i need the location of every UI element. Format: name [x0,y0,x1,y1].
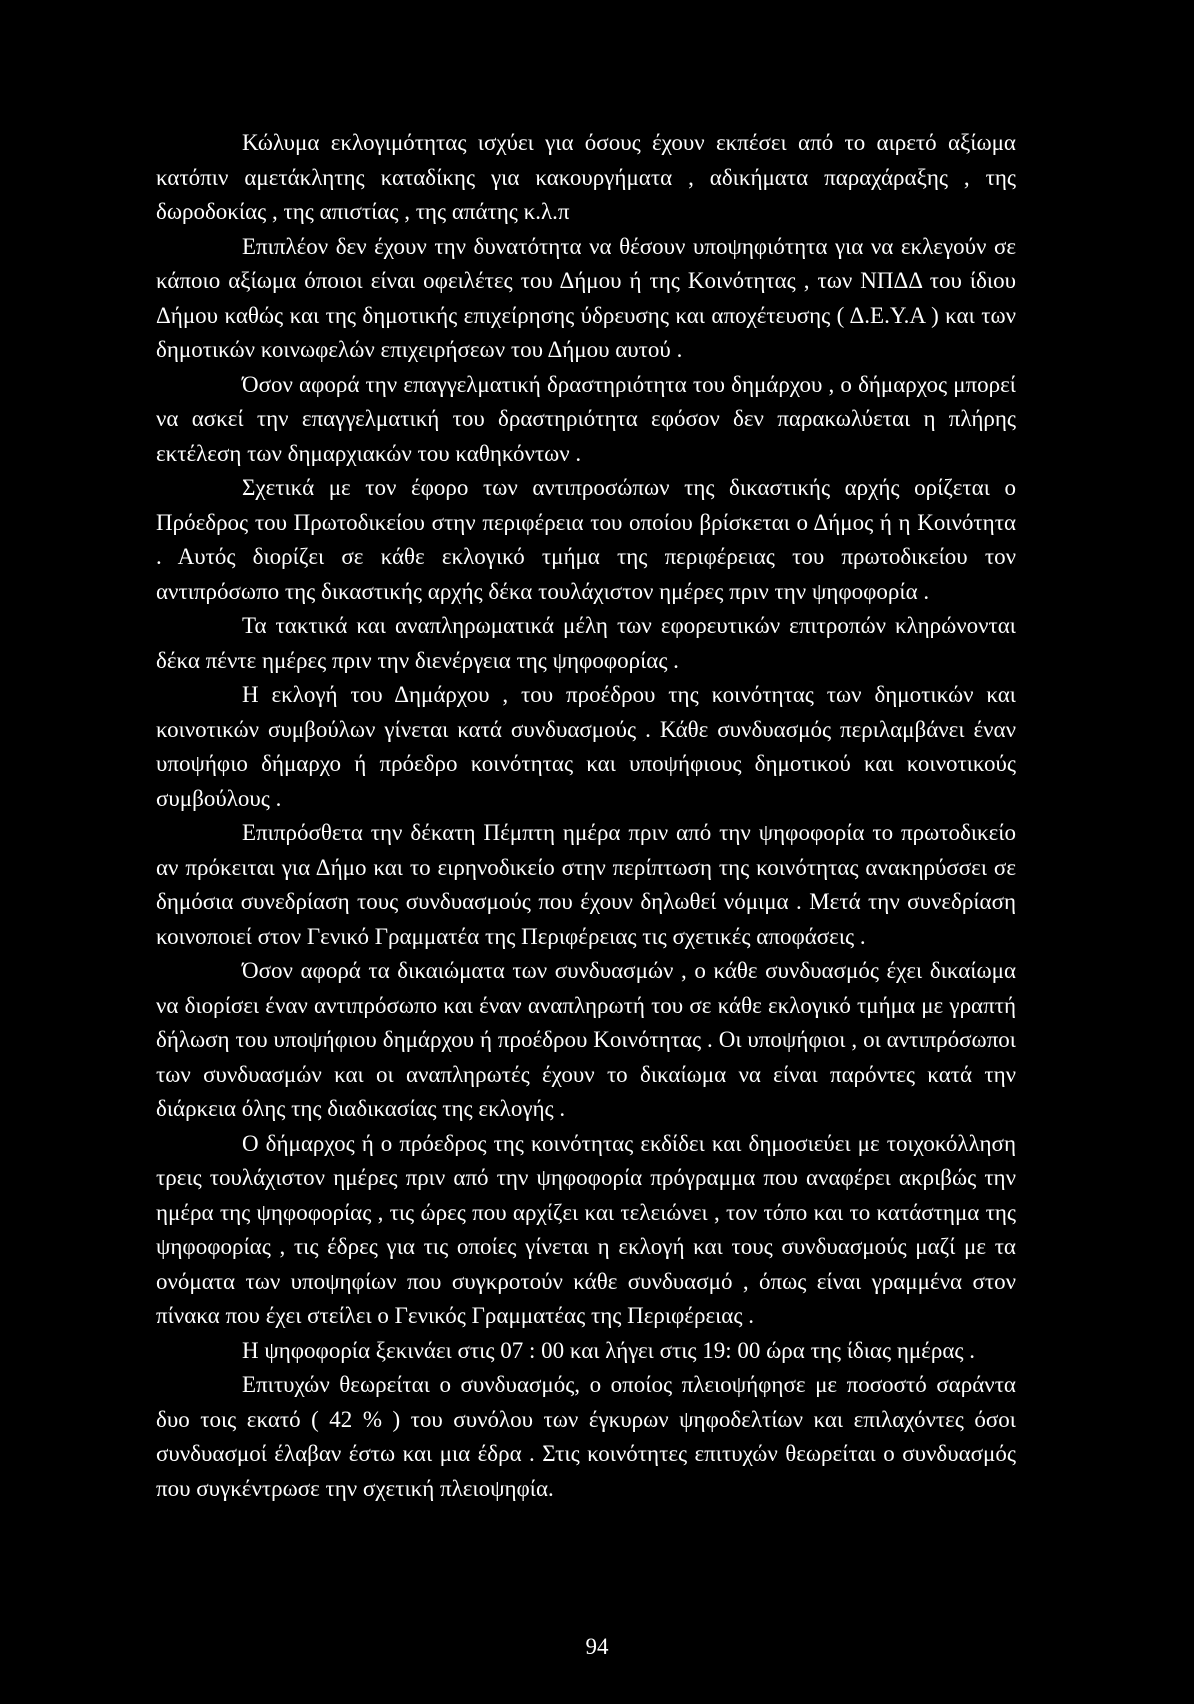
paragraph-mayor-profession: Όσον αφορά την επαγγελματική δραστηριότητα του δημάρχου , ο δήμαρχος μπορεί να ασκεί την επαγγελματική του δραστηριότητα εφόσον δεν παρακωλύεται η πλήρης εκτέλεση των δημαρχιακών του καθηκόντων . [156,371,1016,466]
paragraph-coalition-rights: Όσον αφορά τα δικαιώματα των συνδυασμών , ο κάθε συνδυασμός έχει δικαίωμα να διορίσει έναν αντιπρόσωπο και έναν αναπληρωτή του σε κάθε εκλογικό τμήμα με γραπτή δήλωση του υποψήφιου δημάρχου ή προέδρου Κοινότητας . Οι υποψήφιοι , οι αντιπρόσωποι των συνδυασμών και οι αναπληρωτές έχουν το δικαίωμα να είναι παρόντες κατά την διάρκεια όλης της διαδικασίας της εκλογής . [156,958,1016,1121]
paragraph-debtors-restriction: Επιπλέον δεν έχουν την δυνατότητα να θέσουν υποψηφιότητα για να εκλεγούν σε κάποιο αξίωμα όποιοι είναι οφειλέτες του Δήμου ή της Κοινότητας , των ΝΠΔΔ του ίδιου Δήμου καθώς και της δημοτικής επιχείρησης ύδρευσης και αποχέτευσης ( Δ.Ε.Υ.Α ) και των δημοτικών κοινωφελών επιχειρήσεων του Δήμου αυτού . [156,233,1016,362]
paragraph-eligibility-impediment: Κώλυμα εκλογιμότητας ισχύει για όσους έχουν εκπέσει από το αιρετό αξίωμα κατόπιν αμετάκλητης καταδίκης για κακουργήματα , αδικήματα παραχάραξης , της δωροδοκίας , της απιστίας , της απάτης κ.λ.π [156,130,1016,224]
paragraph-winning-coalition: Επιτυχών θεωρείται ο συνδυασμός, ο οποίος πλειοψήφησε με ποσοστό σαράντα δυο τοις εκατό ( 42 % ) του συνόλου των έγκυρων ψηφοδελτίων και επιλαχόντες όσοι συνδυασμοί έλαβαν έστω και μια έδρα . Στις κοινότητες επιτυχών θεωρείται ο συνδυασμός που συγκέντρωσε την σχετική πλειοψηφία. [156,1372,1016,1501]
paragraph-electoral-committees: Τα τακτικά και αναπληρωματικά μέλη των εφορευτικών επιτροπών κληρώνονται δέκα πέντε ημέρες πριν την διενέργεια της ψηφοφορίας . [156,613,1016,673]
paragraph-election-by-coalitions: Η εκλογή του Δημάρχου , του προέδρου της κοινότητας των δημοτικών και κοινοτικών συμβούλων γίνεται κατά συνδυασμούς . Κάθε συνδυασμός περιλαμβάνει έναν υποψήφιο δήμαρχο ή πρόεδρο κοινότητας και υποψήφιους δημοτικού και κοινοτικούς συμβούλους . [156,682,1016,811]
paragraph-voting-hours: Η ψηφοφορία ξεκινάει στις 07 : 00 και λήγει στις 19: 00 ώρα της ίδιας ημέρας . [242,1337,975,1363]
paragraph-judicial-representatives: Σχετικά με τον έφορο των αντιπροσώπων της δικαστικής αρχής ορίζεται ο Πρόεδρος του Πρωτοδικείου στην περιφέρεια του οποίου βρίσκεται ο Δήμος ή η Κοινότητα . Αυτός διορίζει σε κάθε εκλογικό τμήμα της περιφέρειας του πρωτοδικείου τον αντιπρόσωπο της δικαστικής αρχής δέκα τουλάχιστον ημέρες πριν την ψηφοφορία . [156,475,1016,604]
page-number: 94 [585,1634,609,1659]
document-body [156,126,1016,1506]
paragraph-coalition-proclamation: Επιπρόσθετα την δέκατη Πέμπτη ημέρα πριν από την ψηφοφορία το πρωτοδικείο αν πρόκειται για Δήμο και το ειρηνοδικείο στην περίπτωση της κοινότητας ανακηρύσσει σε δημόσια συνεδρίαση τους συνδυασμούς που έχουν δηλωθεί νόμιμα . Μετά την συνεδρίαση κοινοποιεί στον Γενικό Γραμματέα της Περιφέρειας τις σχετικές αποφάσεις . [156,820,1016,949]
paragraph-voting-program: Ο δήμαρχος ή ο πρόεδρος της κοινότητας εκδίδει και δημοσιεύει με τοιχοκόλληση τρεις τουλάχιστον ημέρες πριν από την ψηφοφορία πρόγραμμα που αναφέρει ακριβώς την ημέρα της ψηφοφορίας , τις ώρες που αρχίζει και τελειώνει , τον τόπο και το κατάστημα της ψηφοφορίας , τις έδρες για τις οποίες γίνεται η εκλογή και τους συνδυασμούς μαζί με τα ονόματα των υποψηφίων που συγκροτούν κάθε συνδυασμό , όπως είναι γραμμένα στον πίνακα που έχει στείλει ο Γενικός Γραμματέας της Περιφέρειας . [156,1130,1016,1328]
